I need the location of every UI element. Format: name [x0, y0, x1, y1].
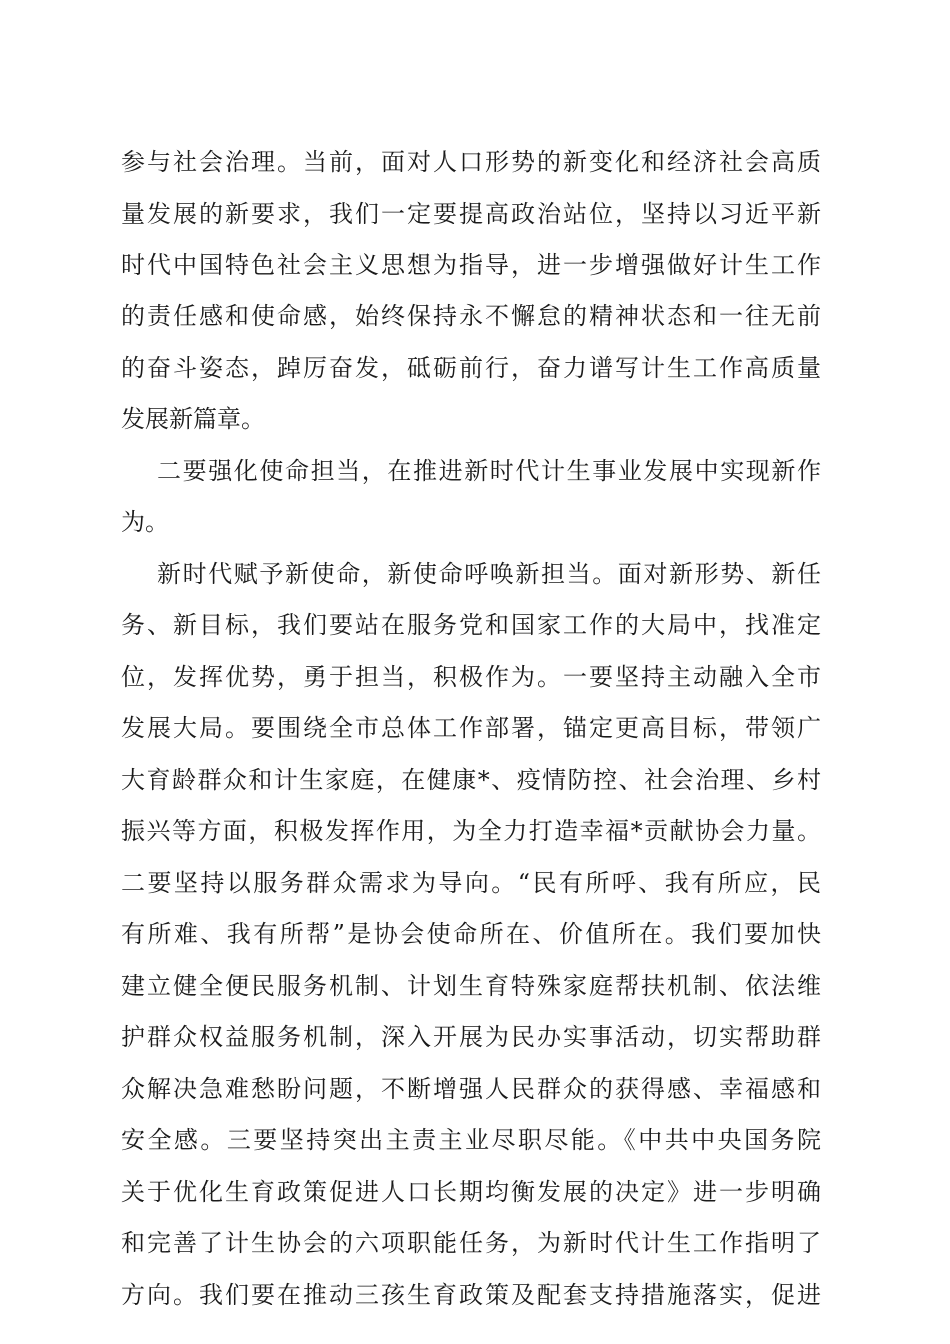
text-line: 建立健全便民服务机制、计划生育特殊家庭帮扶机制、依法维 [121, 972, 821, 1000]
text-line: 大育龄群众和计生家庭，在健康*、疫情防控、社会治理、乡村 [121, 766, 821, 794]
text-line: 关于优化生育政策促进人口长期均衡发展的决定》进一步明确 [121, 1178, 821, 1206]
text-line: 发展新篇章。 [121, 405, 265, 433]
text-line: 位，发挥优势，勇于担当，积极作为。一要坚持主动融入全市 [121, 663, 821, 691]
text-line: 的奋斗姿态，踔厉奋发，砥砺前行，奋力谱写计生工作高质量 [121, 354, 821, 382]
text-line: 量发展的新要求，我们一定要提高政治站位，坚持以习近平新 [121, 200, 821, 228]
text-line: 护群众权益服务机制，深入开展为民办实事活动，切实帮助群 [121, 1023, 821, 1051]
text-line: 有所难、我有所帮”是协会使命所在、价值所在。我们要加快 [121, 920, 821, 948]
text-line: 参与社会治理。当前，面对人口形势的新变化和经济社会高质 [121, 148, 821, 176]
text-line: 和完善了计生协会的六项职能任务，为新时代计生工作指明了 [121, 1229, 821, 1257]
text-line: 发展大局。要围绕全市总体工作部署，锚定更高目标，带领广 [121, 714, 821, 742]
text-line: 二要坚持以服务群众需求为导向。“民有所呼、我有所应，民 [121, 869, 821, 897]
text-line: 众解决急难愁盼问题，不断增强人民群众的获得感、幸福感和 [121, 1075, 821, 1103]
text-line: 新时代赋予新使命，新使命呼唤新担当。面对新形势、新任 [157, 560, 821, 588]
section-heading-line: 二要强化使命担当，在推进新时代计生事业发展中实现新作 [157, 457, 821, 485]
text-line: 安全感。三要坚持突出主责主业尽职尽能。《中共中央国务院 [121, 1126, 821, 1154]
text-line: 振兴等方面，积极发挥作用，为全力打造幸福*贡献协会力量。 [121, 817, 821, 845]
text-line: 的责任感和使命感，始终保持永不懈怠的精神状态和一往无前 [121, 302, 821, 330]
text-line: 方向。我们要在推动三孩生育政策及配套支持措施落实，促进 [121, 1281, 821, 1309]
text-line: 时代中国特色社会主义思想为指导，进一步增强做好计生工作 [121, 251, 821, 279]
section-heading-line: 为。 [121, 508, 169, 536]
text-line: 务、新目标，我们要站在服务党和国家工作的大局中，找准定 [121, 611, 821, 639]
